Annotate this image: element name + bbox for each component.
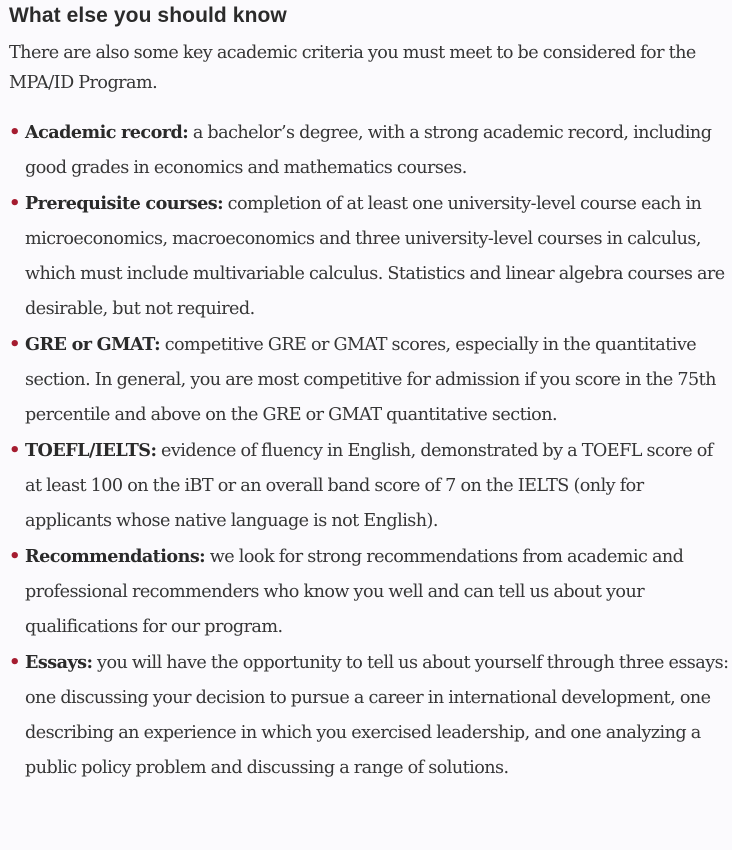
bullet-icon: • (9, 334, 20, 355)
bullet-icon: • (9, 122, 20, 143)
criteria-text: completion of at least one university-level course each in microeconomics, macroeconomics and three university-level courses in calculus, which must include multivariable calculus. Statistics and linear algebra courses are desirable, but not required. (25, 194, 725, 319)
content-section (9, 0, 731, 786)
criteria-text: you will have the opportunity to tell us about yourself through three essays: one discussing your decision to pursue a career in international development, one describing an experience in which you exercised leadership, and one analyzing a public policy problem and discussing a range of solutions. (25, 653, 729, 778)
criteria-text: competitive GRE or GMAT scores, especially in the quantitative section. In general, you are most competitive for admission if you score in the 75th percentile and above on the GRE or GMAT quantitative section. (25, 335, 716, 425)
criteria-item-recommendations (9, 539, 731, 645)
criteria-text: evidence of fluency in English, demonstrated by a TOEFL score of at least 100 on the iBT or an overall band score of 7 on the IELTS (only for applicants whose native language is not English). (25, 441, 713, 531)
bullet-icon: • (9, 546, 20, 567)
criteria-term: Academic record: (25, 122, 189, 143)
bullet-icon: • (9, 652, 20, 673)
criteria-term: GRE or GMAT: (25, 334, 161, 355)
section-title: What else you should know (9, 4, 287, 27)
criteria-item-gre-gmat (9, 327, 731, 433)
criteria-text: we look for strong recommendations from academic and professional recommenders who know you well and can tell us about your qualifications for our program. (25, 547, 684, 637)
criteria-text: a bachelor’s degree, with a strong academic record, including good grades in economics and mathematics courses. (25, 123, 712, 178)
criteria-item-toefl-ielts (9, 433, 731, 539)
criteria-item-essays (9, 645, 731, 786)
criteria-term: Recommendations: (25, 546, 206, 567)
bullet-icon: • (9, 193, 20, 214)
criteria-term: Prerequisite courses: (25, 193, 224, 214)
criteria-list (9, 115, 731, 786)
criteria-item-academic-record (9, 115, 731, 186)
criteria-term: TOEFL/IELTS: (25, 440, 157, 461)
intro-paragraph: There are also some key academic criteria you must meet to be considered for the MPA/ID Program. (9, 43, 696, 93)
criteria-term: Essays: (25, 652, 93, 673)
bullet-icon: • (9, 440, 20, 461)
criteria-item-prerequisite-courses (9, 186, 731, 327)
